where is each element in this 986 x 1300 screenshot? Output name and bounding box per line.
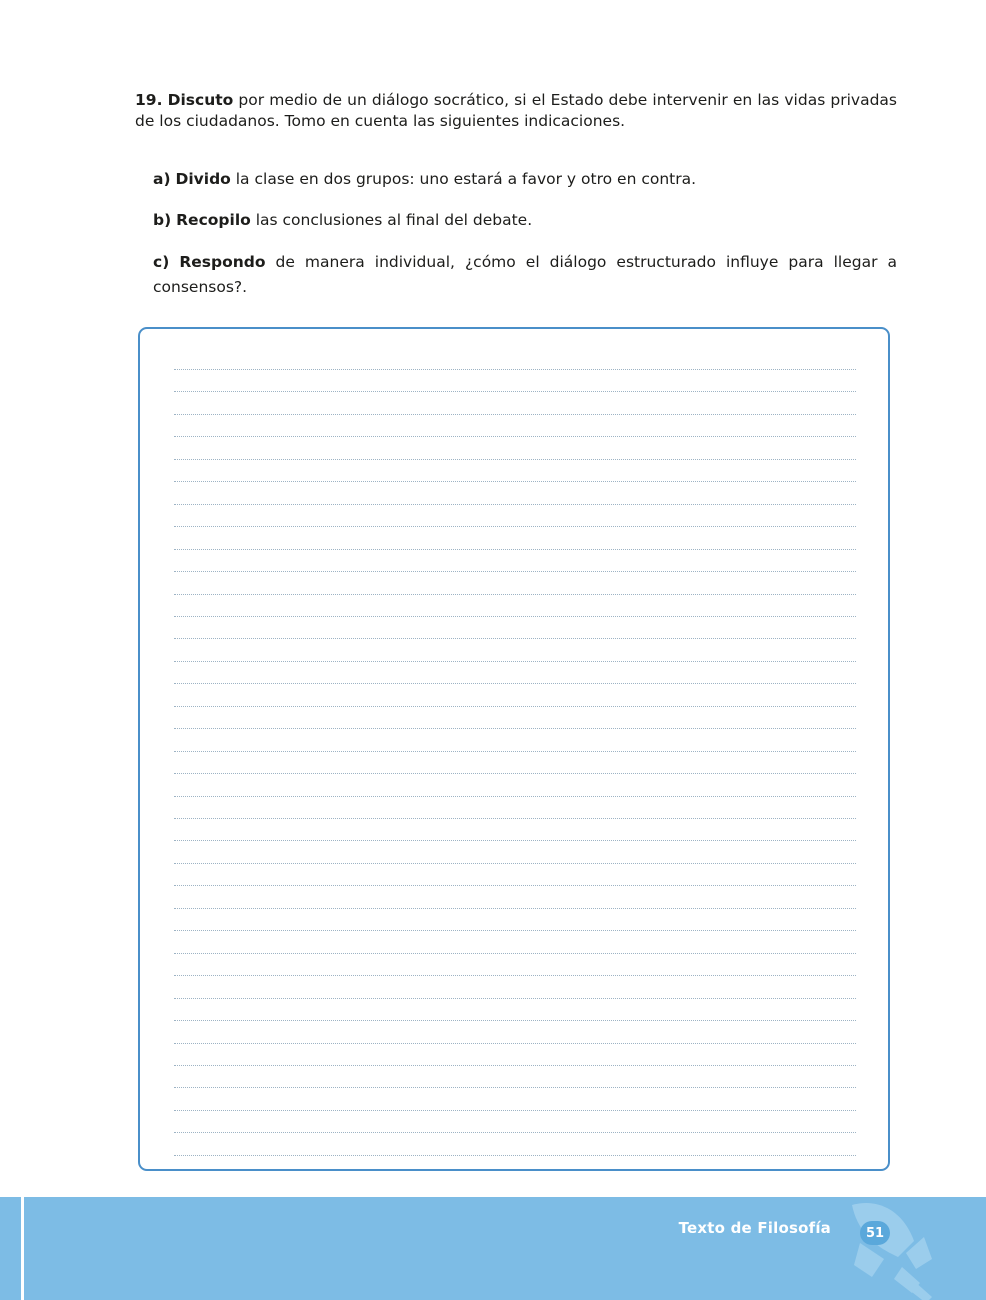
- writing-line: [174, 953, 856, 954]
- writing-line: [174, 571, 856, 572]
- page-number: 51: [860, 1221, 890, 1245]
- answer-box[interactable]: [138, 327, 890, 1171]
- indication-letter: b): [153, 211, 172, 229]
- indication-text: la clase en dos grupos: uno estará a favor y otro en contra.: [230, 170, 697, 188]
- indication-text: de manera individual, ¿cómo el diálogo estructurado influye para llegar a consensos?.: [153, 253, 897, 296]
- writing-line: [174, 683, 856, 684]
- activity-verb: Discuto: [167, 91, 234, 109]
- writing-line: [174, 885, 856, 886]
- indication-letter: a): [153, 170, 171, 188]
- writing-line: [174, 998, 856, 999]
- writing-line: [174, 1087, 856, 1088]
- writing-line: [174, 459, 856, 460]
- writing-line: [174, 773, 856, 774]
- writing-line: [174, 751, 856, 752]
- indication-verb: Respondo: [179, 253, 266, 271]
- writing-line: [174, 1132, 856, 1133]
- footer-stripe: [21, 1197, 24, 1300]
- writing-line: [174, 930, 856, 931]
- writing-line: [174, 1065, 856, 1066]
- writing-line: [174, 436, 856, 437]
- indication-text: las conclusiones al final del debate.: [250, 211, 533, 229]
- writing-line: [174, 1155, 856, 1156]
- writing-lines: [174, 329, 856, 1169]
- footer-book-title: Texto de Filosofía: [678, 1219, 831, 1237]
- writing-line: [174, 526, 856, 527]
- writing-line: [174, 1043, 856, 1044]
- activity-text: por medio de un diálogo socrático, si el Estado debe intervenir en las vidas privadas de los ciudadanos. Tomo en cuenta las siguientes indicaciones.: [135, 91, 897, 130]
- writing-line: [174, 638, 856, 639]
- writing-line: [174, 391, 856, 392]
- indication-c: [153, 250, 897, 300]
- writing-line: [174, 840, 856, 841]
- indication-verb: Divido: [175, 170, 231, 188]
- activity-number: 19.: [135, 91, 163, 109]
- writing-line: [174, 818, 856, 819]
- writing-line: [174, 504, 856, 505]
- indication-letter: c): [153, 253, 170, 271]
- activity-statement: [135, 90, 897, 132]
- writing-line: [174, 616, 856, 617]
- writing-line: [174, 1110, 856, 1111]
- writing-line: [174, 481, 856, 482]
- indication-a: [153, 167, 897, 192]
- writing-line: [174, 728, 856, 729]
- writing-line: [174, 414, 856, 415]
- writing-line: [174, 975, 856, 976]
- writing-line: [174, 908, 856, 909]
- writing-line: [174, 661, 856, 662]
- writing-line: [174, 369, 856, 370]
- writing-line: [174, 863, 856, 864]
- rocket-icon: [832, 1197, 942, 1300]
- writing-line: [174, 594, 856, 595]
- writing-line: [174, 549, 856, 550]
- writing-line: [174, 796, 856, 797]
- writing-line: [174, 706, 856, 707]
- indication-b: [153, 208, 897, 233]
- indication-verb: Recopilo: [176, 211, 251, 229]
- writing-line: [174, 1020, 856, 1021]
